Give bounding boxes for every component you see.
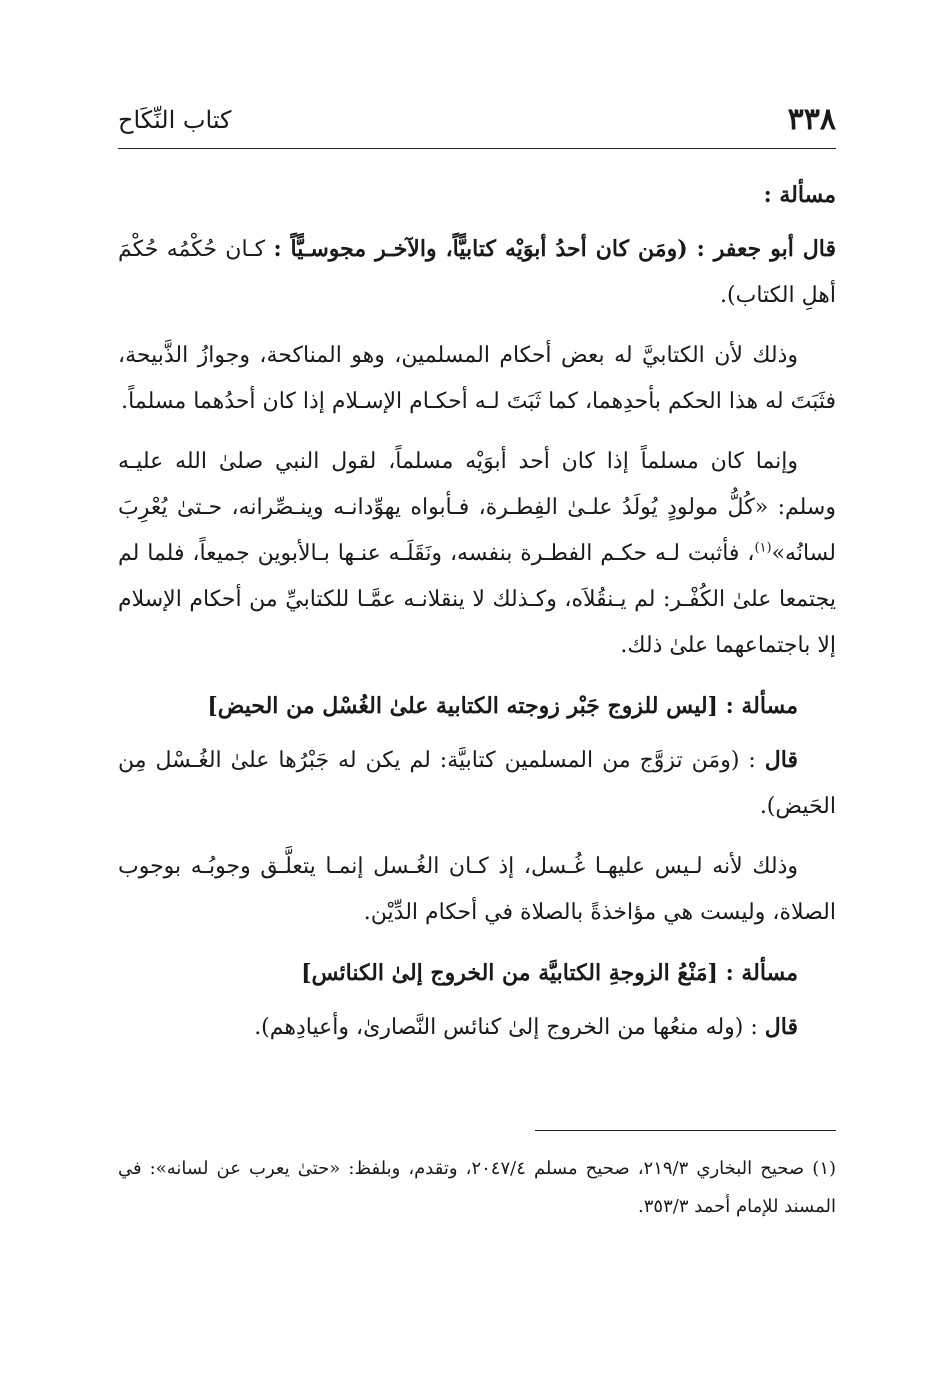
quoted-text [118,1004,836,1051]
paragraph-text: ، فأثبت لـه حكـم الفطـرة بنفسه، ونَقَلَـه عنـها بـالأبوين جميعاً، فلما لم يجتمعا علىٰ الكُفْـر: لم يـنقُلاَه، وكـذلك لا ينقلانـه عمَّـا للكتابيِّ من أحكام الإسلام إلا باجتماعهما علىٰ ذلك. [118,541,836,658]
quoted-text [118,737,836,830]
running-title: كتاب النِّكَاح [118,106,232,134]
commentary-paragraph: وذلك لأن الكتابيَّ له بعض أحكام المسلمين، وهو المناكحة، وجوازُ الذَّبيحة، فثَبَتَ له هذا الحكم بأحدِهما، كما ثَبَتَ لـه أحكـام الإسـلام إذا كان أحدُهما مسلماً. [118,343,836,414]
quote-lead: قال [764,1014,798,1040]
quote-lead: قال أبو جعفر : (ومَن كان أحدُ أبوَيْه كتابيًّاً، والآخـر مجوسـيًّاً : [273,236,837,262]
section-heading: مسألة : [مَنْعُ الزوجةِ الكتابيَّة من الخروج إلىٰ الكنائس] [301,960,798,986]
commentary-paragraph [118,439,836,669]
main-text [118,172,836,1065]
quote-rest: كـان حُكْمُه حُكْمَ أهلِ الكتاب). [118,237,836,308]
commentary-paragraph: وذلك لأنه لـيس عليهـا غُـسل، إذ كـان الغُـسل إنمـا يتعلَّـق وجوبُـه بوجوب الصلاة، وليست هي مؤاخذةً بالصلاة في أحكام الدِّيْن. [118,854,836,925]
quoted-text [118,226,836,319]
paragraph-text: وإنما كان مسلماً إذا كان أحد أبوَيْه مسلماً، لقول النبي صلىٰ الله عليـه وسلم: «كُلُّ مولودٍ يُولَدُ علـىٰ الفِطـرة، فـأبواه يهوِّدانـه وينـصِّرانه، حـتىٰ يُعْرِبَ لسانُه» [118,449,836,566]
quote-lead: قال [764,747,798,773]
quote-rest: : (وله منعُها من الخروج إلىٰ كنائس النَّصارىٰ، وأعيادِهم). [254,1015,758,1040]
section-heading: مسألة : [ليس للزوج جَبْر زوجته الكتابية علىٰ الغُسْل من الحيض] [207,693,798,719]
section-heading: مسألة : [763,182,836,208]
footnote-marker: (١) [754,540,772,556]
quote-rest: : (ومَن تزوَّج من المسلمين كتابيَّة: لم يكن له جَبْرُها علىٰ الغُـسْل مِن الحَيض). [118,748,836,819]
footnote-divider [535,1130,836,1131]
footnotes [118,1150,836,1226]
footnote-text: (١) صحيح البخاري ٢١٩/٣، صحيح مسلم ٢٠٤٧/٤، وتقدم، وبلفظ: «حتىٰ يعرب عن لسانه»: في المسند للإمام أحمد ٣٥٣/٣. [118,1158,837,1217]
page-number: ٣٣٨ [787,102,836,137]
page-header [118,98,836,149]
